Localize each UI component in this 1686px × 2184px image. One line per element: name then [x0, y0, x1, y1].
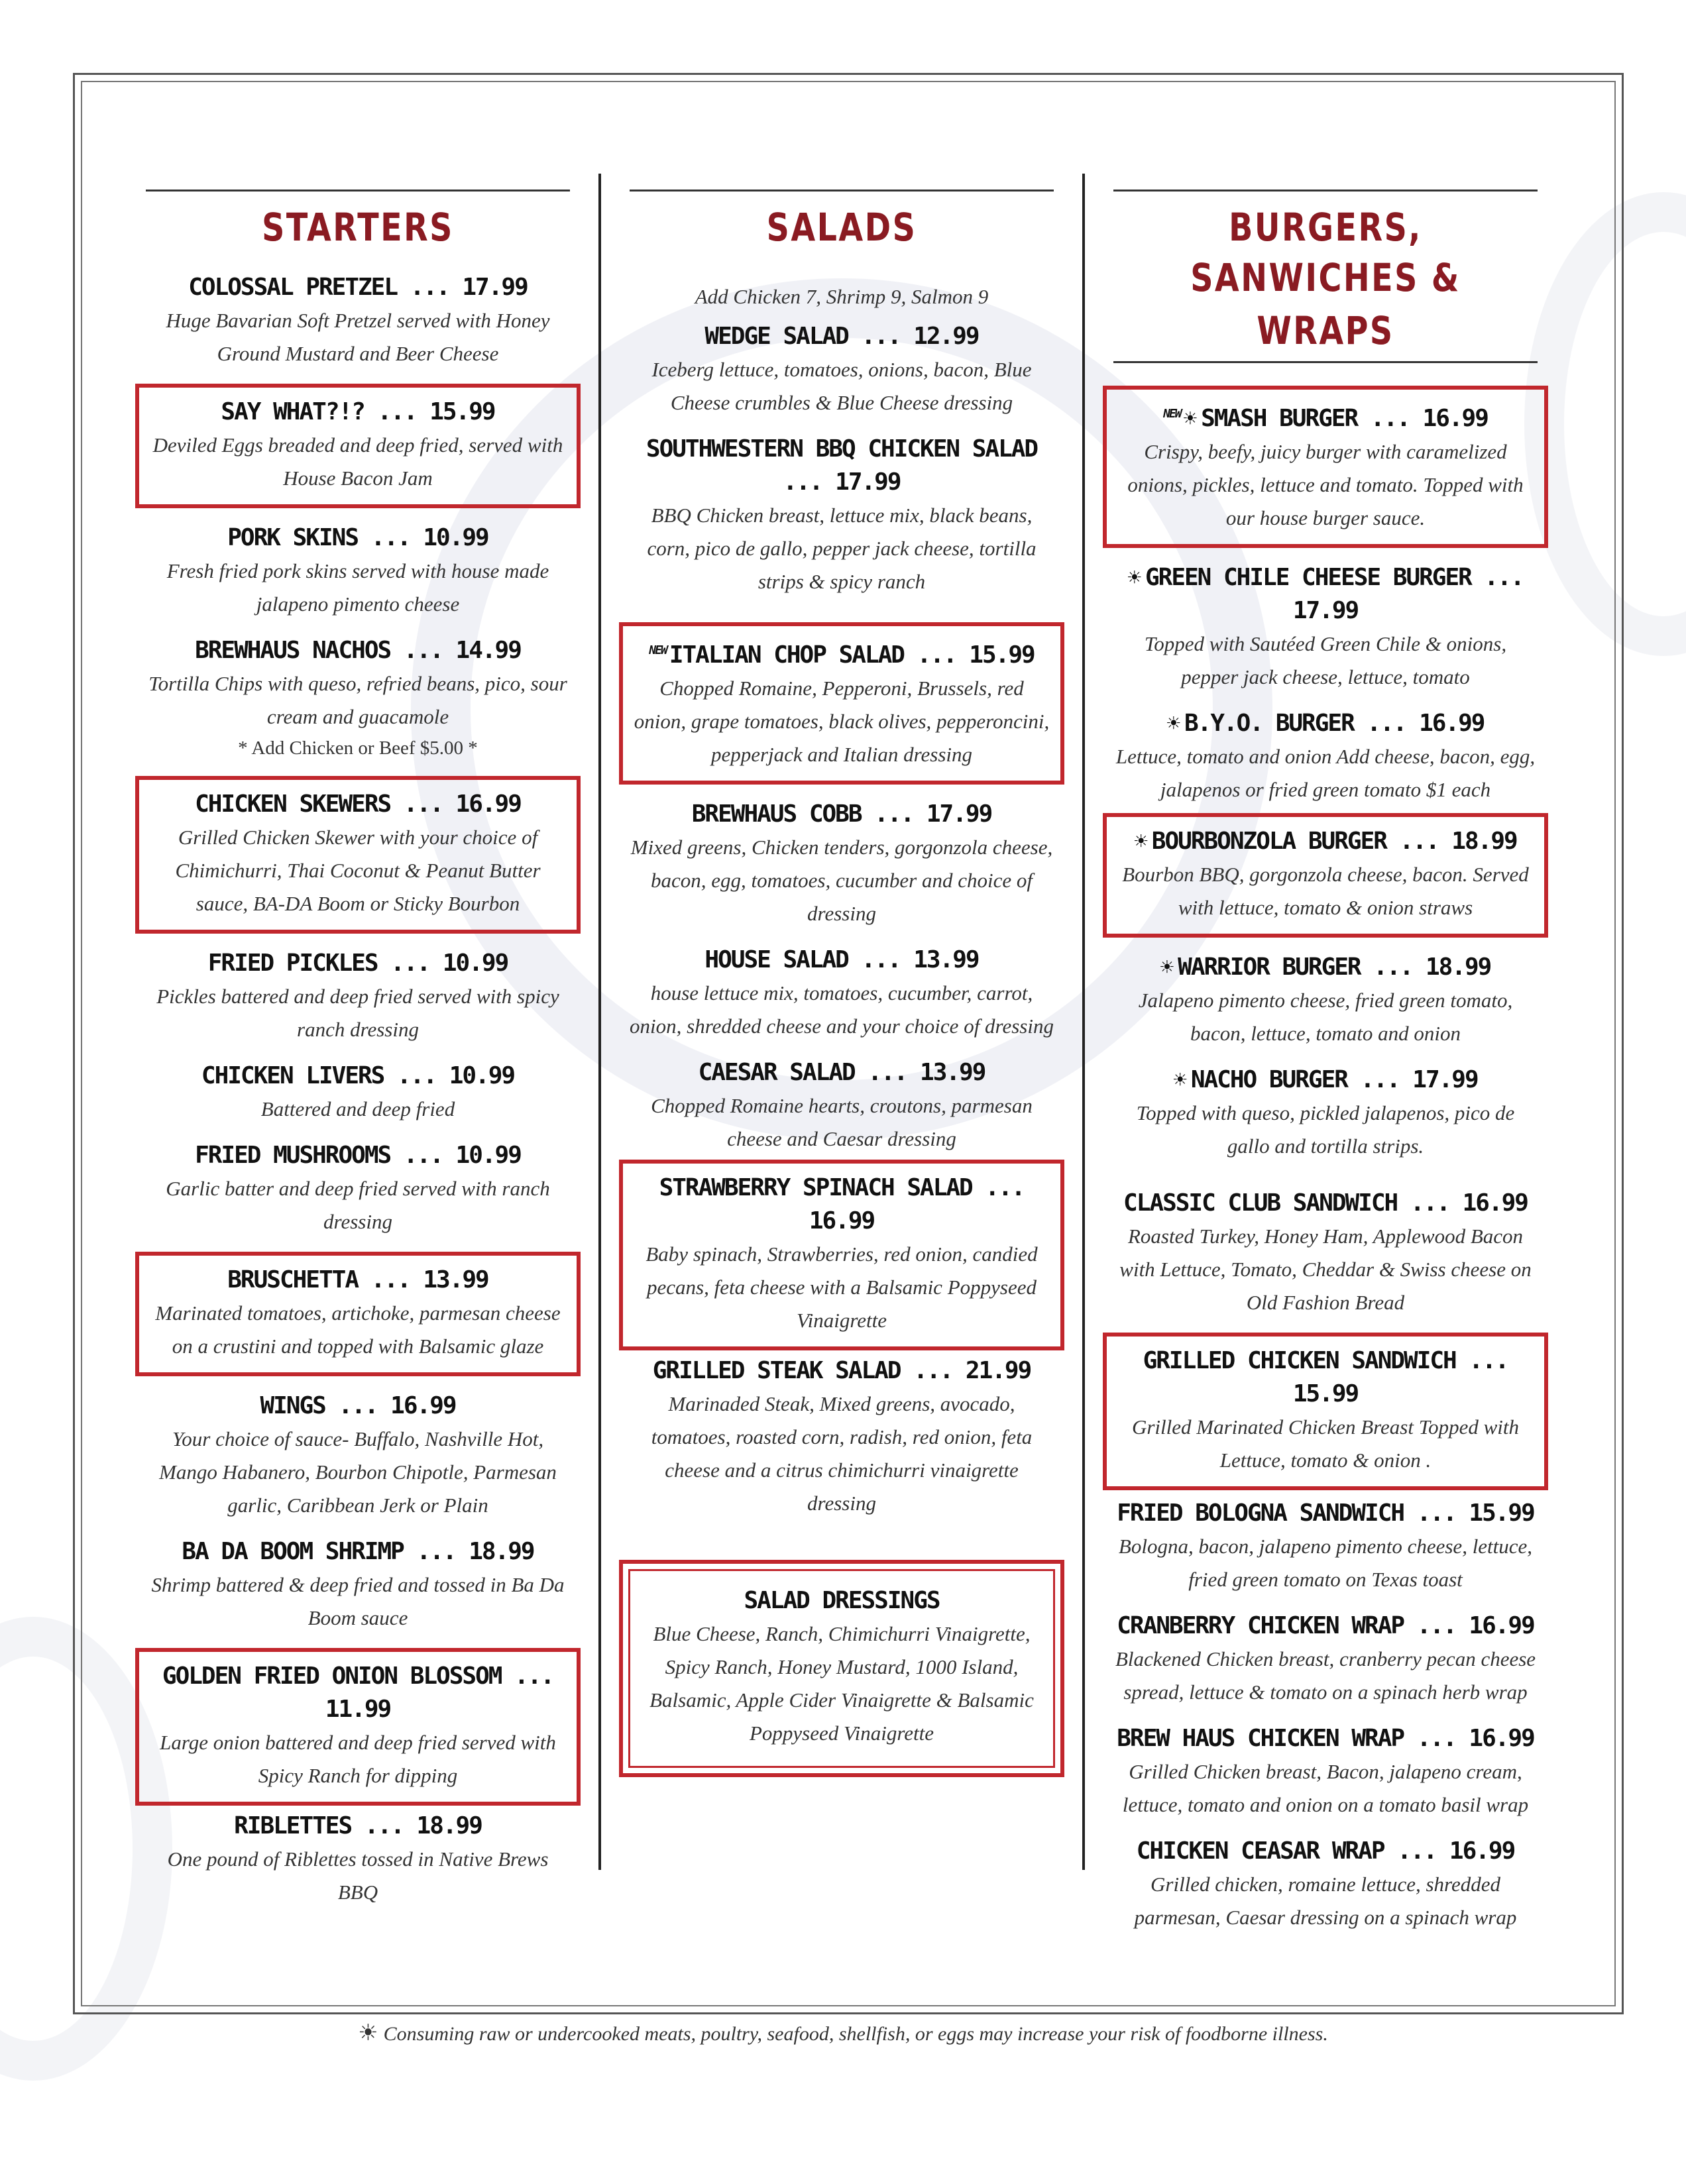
column-divider-2 — [1082, 174, 1085, 1870]
menu-item — [1113, 1497, 1538, 1596]
item-name: CHICKEN CEASAR WRAP ... 16.99 — [1136, 1837, 1515, 1865]
item-desc: Bologna, bacon, jalapeno pimento cheese, lettuce, fried green tomato on Texas toast — [1118, 1535, 1533, 1591]
menu-item — [146, 271, 570, 370]
item-desc: Garlic batter and deep fried served with ranch dressing — [166, 1177, 550, 1233]
menu-item — [630, 1354, 1054, 1520]
item-desc: Jalapeno pimento cheese, fried green tomato, bacon, lettuce, tomato and onion — [1138, 989, 1513, 1045]
item-desc: house lettuce mix, tomatoes, cucumber, carrot, onion, shredded cheese and your choice of dressing — [630, 981, 1054, 1038]
salads-header — [630, 179, 1054, 254]
item-desc: Pickles battered and deep fried served with spicy ranch dressing — [156, 985, 559, 1041]
section-title-line2: SANWICHES & WRAPS — [1190, 255, 1461, 353]
menu-item — [630, 320, 1054, 419]
starters-column — [146, 179, 570, 1922]
new-badge: NEW — [1163, 407, 1181, 421]
item-name: STRAWBERRY SPINACH SALAD ... 16.99 — [659, 1174, 1025, 1234]
item-desc: Baby spinach, Strawberries, red onion, candied pecans, feta cheese with a Balsamic Poppyseed Vinaigrette — [646, 1242, 1038, 1332]
menu-item-featured — [135, 384, 581, 508]
menu-item-featured — [1103, 1333, 1548, 1490]
menu-item — [630, 944, 1054, 1043]
sun-icon: ☀ — [358, 2021, 378, 2046]
item-desc: Chopped Romaine, Pepperoni, Brussels, red onion, grape tomatoes, black olives, pepperoncini, pepperjack and Italian dressing — [634, 677, 1050, 766]
item-name: RIBLETTES ... 18.99 — [234, 1812, 482, 1839]
menu-item — [146, 1390, 570, 1522]
menu-item — [1113, 707, 1538, 806]
item-desc: Mixed greens, Chicken tenders, gorgonzola cheese, bacon, egg, tomatoes, cucumber and choice of dressing — [630, 836, 1053, 925]
item-name: BREW HAUS CHICKEN WRAP ... 16.99 — [1117, 1725, 1534, 1752]
item-name: CRANBERRY CHICKEN WRAP ... 16.99 — [1117, 1612, 1534, 1639]
item-desc: Battered and deep fried — [260, 1097, 455, 1120]
disclaimer-text: Consuming raw or undercooked meats, poultry, seafood, shellfish, or eggs may increase your risk of foodborne illness. — [383, 2023, 1328, 2045]
menu-item — [146, 1810, 570, 1909]
item-desc: Grilled chicken, romaine lettuce, shredded parmesan, Caesar dressing on a spinach wrap — [1134, 1873, 1517, 1929]
menu-item — [1113, 951, 1538, 1050]
menu-item-featured — [1103, 813, 1548, 938]
item-desc: Grilled Marinated Chicken Breast Topped with Lettuce, tomato & onion . — [1131, 1415, 1520, 1472]
item-desc: Large onion battered and deep fried served with Spicy Ranch for dipping — [160, 1731, 556, 1787]
new-badge: NEW — [649, 643, 667, 657]
item-desc: Topped with queso, pickled jalapenos, pico de gallo and tortilla strips. — [1136, 1101, 1515, 1158]
item-name: CHICKEN LIVERS ... 10.99 — [201, 1062, 515, 1089]
menu-item — [1113, 1835, 1538, 1934]
sun-icon: ☀ — [1160, 954, 1173, 981]
menu-item — [146, 1535, 570, 1635]
health-disclaimer — [0, 2020, 1686, 2046]
item-name: FRIED MUSHROOMS ... 10.99 — [195, 1142, 521, 1169]
menu-item — [146, 634, 570, 763]
item-name: $^{NEW}$ ☀ SMASH BURGER ... 16.99 — [1163, 405, 1488, 432]
menu-item-featured — [1103, 386, 1548, 548]
item-desc: Chopped Romaine hearts, croutons, parmesan cheese and Caesar dressing — [651, 1094, 1033, 1150]
item-desc: Iceberg lettuce, tomatoes, onions, bacon, Blue Cheese crumbles & Blue Cheese dressing — [651, 358, 1032, 414]
menu-item — [1113, 1722, 1538, 1822]
section-title: SALADS — [766, 205, 917, 250]
item-name: PORK SKINS ... 10.99 — [227, 524, 488, 551]
salads-column — [630, 179, 1054, 1777]
item-name: GRILLED STEAK SALAD ... 21.99 — [652, 1357, 1031, 1384]
menu-item — [1113, 1610, 1538, 1709]
item-name: GOLDEN FRIED ONION BLOSSOM ... 11.99 — [162, 1663, 554, 1723]
sun-icon: ☀ — [1173, 1067, 1186, 1093]
menu-item-featured — [619, 1160, 1064, 1350]
sun-icon: ☀ — [1166, 710, 1179, 737]
item-note: * Add Chicken or Beef $5.00 * — [238, 737, 478, 759]
salad-dressings-box — [619, 1560, 1064, 1777]
sun-icon: ☀ — [1134, 828, 1147, 855]
item-name: BREWHAUS COBB ... 17.99 — [691, 800, 992, 828]
item-name: ☀ NACHO BURGER ... 17.99 — [1173, 1066, 1478, 1093]
item-name: FRIED BOLOGNA SANDWICH ... 15.99 — [1117, 1500, 1534, 1527]
item-name: GRILLED CHICKEN SANDWICH ... 15.99 — [1143, 1347, 1508, 1407]
item-name: WINGS ... 16.99 — [260, 1392, 456, 1419]
menu-item — [146, 947, 570, 1046]
item-name: $^{NEW}$ ITALIAN CHOP SALAD ... 15.99 — [649, 641, 1035, 669]
item-desc: Grilled Chicken breast, Bacon, jalapeno cream, lettuce, tomato and onion on a tomato basil wrap — [1122, 1760, 1529, 1816]
item-name: BREWHAUS NACHOS ... 14.99 — [195, 637, 521, 664]
item-name: BRUSCHETTA ... 13.99 — [227, 1266, 488, 1293]
item-desc: Grilled Chicken Skewer with your choice of Chimichurri, Thai Coconut & Peanut Butter sauce, BA-DA Boom or Sticky Bourbon — [175, 826, 541, 915]
column-divider-1 — [598, 174, 601, 1870]
menu-item — [630, 798, 1054, 930]
burgers-column — [1113, 179, 1538, 1947]
item-desc: Your choice of sauce- Buffalo, Nashville Hot, Mango Habanero, Bourbon Chipotle, Parmesan garlic, Caribbean Jerk or Plain — [159, 1427, 557, 1517]
menu-item — [146, 1139, 570, 1238]
item-name: SAY WHAT?!? ... 15.99 — [221, 398, 495, 425]
menu-item-featured — [135, 776, 581, 934]
item-name: ☀ BOURBONZOLA BURGER ... 18.99 — [1134, 828, 1517, 855]
menu-item — [146, 1060, 570, 1126]
menu-item — [630, 433, 1054, 598]
item-name: HOUSE SALAD ... 13.99 — [704, 946, 979, 973]
dressings-list: Blue Cheese, Ranch, Chimichurri Vinaigrette, Spicy Ranch, Honey Mustard, 1000 Island, Balsamic, Apple Cider Vinaigrette & Balsamic Poppyseed Vinaigrette — [649, 1622, 1034, 1745]
menu-item — [1113, 561, 1538, 694]
item-name: ☀ WARRIOR BURGER ... 18.99 — [1160, 954, 1491, 981]
item-name: ☀ B.Y.O. BURGER ... 16.99 — [1166, 710, 1485, 737]
item-desc: BBQ Chicken breast, lettuce mix, black beans, corn, pico de gallo, pepper jack cheese, tortilla strips & spicy ranch — [647, 504, 1037, 593]
section-title: STARTERS — [262, 205, 454, 250]
item-desc: Lettuce, tomato and onion Add cheese, bacon, egg, jalapenos or fried green tomato $1 each — [1115, 745, 1536, 801]
item-desc: One pound of Riblettes tossed in Native Brews BBQ — [167, 1847, 549, 1904]
menu-item — [1113, 1187, 1538, 1319]
item-desc: Marinated tomatoes, artichoke, parmesan cheese on a crustini and topped with Balsamic glaze — [155, 1301, 561, 1358]
item-desc: Bourbon BBQ, gorgonzola cheese, bacon. Served with lettuce, tomato & onion straws — [1122, 863, 1529, 919]
item-desc: Marinaded Steak, Mixed greens, avocado, tomatoes, roasted corn, radish, red onion, feta cheese and a citrus chimichurri vinaigrette dressing — [651, 1392, 1033, 1515]
menu-item — [630, 1056, 1054, 1156]
item-desc: Tortilla Chips with queso, refried beans, pico, sour cream and guacamole — [148, 672, 567, 728]
item-desc: Fresh fried pork skins served with house made jalapeno pimento cheese — [166, 559, 549, 616]
menu-item-featured — [619, 622, 1064, 785]
item-name: FRIED PICKLES ... 10.99 — [207, 950, 508, 977]
menu-item — [146, 521, 570, 621]
item-desc: Huge Bavarian Soft Pretzel served with Honey Ground Mustard and Beer Cheese — [166, 309, 550, 365]
menu-item — [1113, 1064, 1538, 1163]
salad-addons: Add Chicken 7, Shrimp 9, Salmon 9 — [695, 285, 989, 308]
starters-header — [146, 179, 570, 254]
item-desc: Crispy, beefy, juicy burger with caramelized onions, pickles, lettuce and tomato. Topped with our house burger sauce. — [1127, 440, 1524, 529]
item-name: CLASSIC CLUB SANDWICH ... 16.99 — [1123, 1189, 1528, 1217]
sun-icon: ☀ — [1183, 406, 1196, 432]
item-name: SOUTHWESTERN BBQ CHICKEN SALAD ... 17.99 — [646, 435, 1038, 496]
menu-item-featured — [135, 1648, 581, 1806]
item-name: ☀ GREEN CHILE CHEESE BURGER ... 17.99 — [1127, 564, 1524, 624]
item-name: WEDGE SALAD ... 12.99 — [704, 323, 979, 350]
dressings-title: SALAD DRESSINGS — [744, 1587, 940, 1614]
item-desc: Shrimp battered & deep fried and tossed in Ba Da Boom sauce — [151, 1573, 565, 1629]
item-name: BA DA BOOM SHRIMP ... 18.99 — [182, 1538, 534, 1565]
item-desc: Topped with Sautéed Green Chile & onions, pepper jack cheese, lettuce, tomato — [1144, 632, 1507, 688]
item-name: CHICKEN SKEWERS ... 16.99 — [195, 791, 521, 818]
burgers-header — [1113, 179, 1538, 363]
item-name: COLOSSAL PRETZEL ... 17.99 — [188, 274, 528, 301]
sun-icon: ☀ — [1127, 565, 1140, 591]
menu-item-featured — [135, 1252, 581, 1376]
item-desc: Blackened Chicken breast, cranberry pecan cheese spread, lettuce & tomato on a spinach herb wrap — [1115, 1647, 1536, 1704]
item-desc: Deviled Eggs breaded and deep fried, served with House Bacon Jam — [152, 433, 563, 490]
section-title: BURGERS, — [1229, 205, 1422, 250]
item-name: CAESAR SALAD ... 13.99 — [698, 1059, 985, 1086]
item-desc: Roasted Turkey, Honey Ham, Applewood Bacon with Lettuce, Tomato, Cheddar & Swiss cheese on Old Fashion Bread — [1119, 1225, 1532, 1314]
